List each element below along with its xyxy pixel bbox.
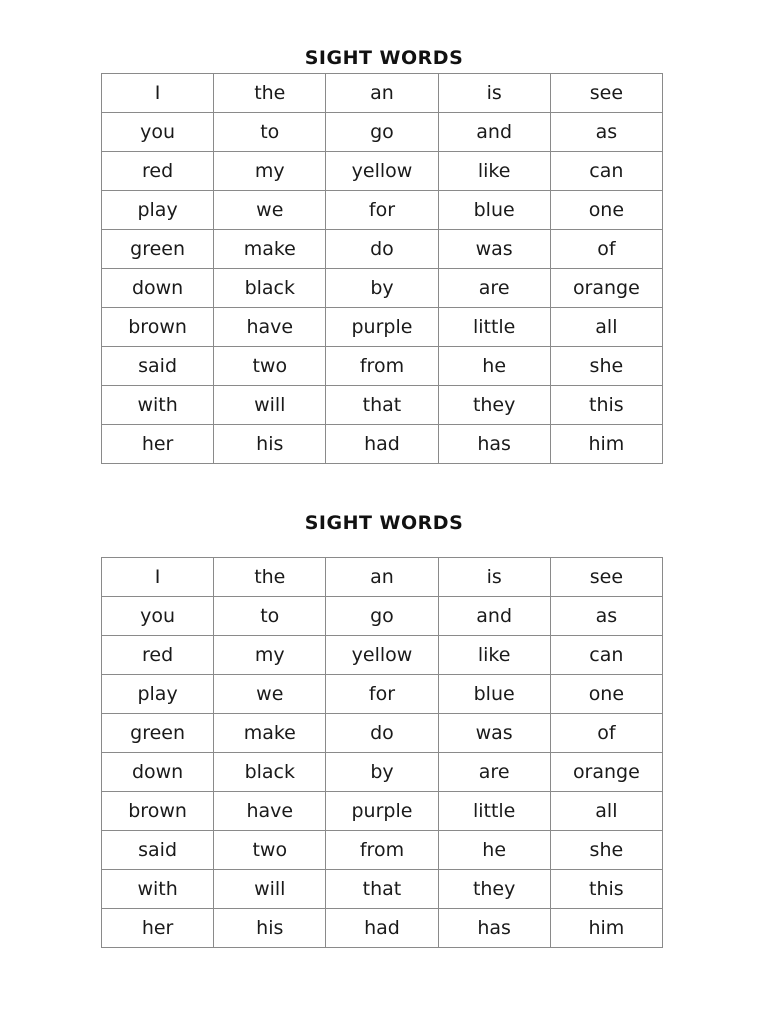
word-cell: have <box>214 792 326 831</box>
table-row <box>102 113 663 152</box>
word-cell: little <box>438 308 550 347</box>
word-cell: is <box>438 558 550 597</box>
sight-words-table <box>101 73 663 464</box>
sight-words-sheet-1 <box>0 44 768 455</box>
word-cell: she <box>550 831 662 870</box>
word-cell: the <box>214 74 326 113</box>
word-cell: all <box>550 308 662 347</box>
word-cell: him <box>550 909 662 948</box>
word-cell: one <box>550 675 662 714</box>
table-row <box>102 870 663 909</box>
word-cell: for <box>326 191 438 230</box>
word-cell: as <box>550 597 662 636</box>
word-cell: brown <box>102 308 214 347</box>
word-cell: an <box>326 74 438 113</box>
word-cell: she <box>550 347 662 386</box>
word-cell: can <box>550 152 662 191</box>
word-cell: an <box>326 558 438 597</box>
table-row <box>102 753 663 792</box>
word-cell: yellow <box>326 636 438 675</box>
word-cell: his <box>214 425 326 464</box>
word-cell: and <box>438 597 550 636</box>
word-cell: green <box>102 714 214 753</box>
word-cell: brown <box>102 792 214 831</box>
word-cell: of <box>550 230 662 269</box>
sheet-title: SIGHT WORDS <box>304 47 464 69</box>
table-row <box>102 636 663 675</box>
word-cell: can <box>550 636 662 675</box>
sight-words-sheet-2 <box>0 509 768 939</box>
word-cell: see <box>550 558 662 597</box>
word-cell: had <box>326 425 438 464</box>
word-cell: go <box>326 113 438 152</box>
word-cell: had <box>326 909 438 948</box>
word-cell: go <box>326 597 438 636</box>
word-cell: and <box>438 113 550 152</box>
table-row <box>102 792 663 831</box>
word-cell: play <box>102 675 214 714</box>
table-row <box>102 831 663 870</box>
table-row <box>102 909 663 948</box>
word-cell: he <box>438 831 550 870</box>
table-row <box>102 425 663 464</box>
table-row <box>102 386 663 425</box>
word-cell: her <box>102 909 214 948</box>
word-cell: to <box>214 597 326 636</box>
word-cell: like <box>438 636 550 675</box>
word-cell: orange <box>550 269 662 308</box>
word-cell: this <box>550 870 662 909</box>
word-cell: two <box>214 831 326 870</box>
word-cell: yellow <box>326 152 438 191</box>
table-row <box>102 74 663 113</box>
table-row <box>102 308 663 347</box>
word-cell: for <box>326 675 438 714</box>
word-cell: that <box>326 870 438 909</box>
word-cell: are <box>438 753 550 792</box>
word-cell: they <box>438 870 550 909</box>
word-cell: blue <box>438 191 550 230</box>
word-cell: you <box>102 597 214 636</box>
word-cell: black <box>214 269 326 308</box>
table-row <box>102 347 663 386</box>
word-cell: all <box>550 792 662 831</box>
word-cell: that <box>326 386 438 425</box>
word-cell: by <box>326 753 438 792</box>
table-row <box>102 152 663 191</box>
word-cell: purple <box>326 308 438 347</box>
word-cell: was <box>438 230 550 269</box>
word-cell: by <box>326 269 438 308</box>
word-cell: two <box>214 347 326 386</box>
table-row <box>102 675 663 714</box>
word-cell: we <box>214 191 326 230</box>
word-cell: blue <box>438 675 550 714</box>
word-cell: said <box>102 831 214 870</box>
word-cell: to <box>214 113 326 152</box>
word-cell: is <box>438 74 550 113</box>
sight-words-table <box>101 557 663 948</box>
word-cell: said <box>102 347 214 386</box>
word-cell: from <box>326 347 438 386</box>
word-cell: play <box>102 191 214 230</box>
word-cell: red <box>102 636 214 675</box>
word-cell: I <box>102 74 214 113</box>
word-cell: my <box>214 152 326 191</box>
word-cell: like <box>438 152 550 191</box>
word-cell: purple <box>326 792 438 831</box>
word-cell: his <box>214 909 326 948</box>
table-row <box>102 558 663 597</box>
word-cell: the <box>214 558 326 597</box>
word-cell: they <box>438 386 550 425</box>
word-cell: I <box>102 558 214 597</box>
word-cell: we <box>214 675 326 714</box>
word-cell: make <box>214 230 326 269</box>
word-cell: this <box>550 386 662 425</box>
table-row <box>102 191 663 230</box>
word-cell: from <box>326 831 438 870</box>
word-cell: one <box>550 191 662 230</box>
word-cell: you <box>102 113 214 152</box>
word-cell: was <box>438 714 550 753</box>
word-cell: has <box>438 425 550 464</box>
word-cell: see <box>550 74 662 113</box>
word-cell: as <box>550 113 662 152</box>
word-cell: red <box>102 152 214 191</box>
word-cell: are <box>438 269 550 308</box>
word-cell: do <box>326 230 438 269</box>
word-cell: little <box>438 792 550 831</box>
sheet-title: SIGHT WORDS <box>304 512 464 534</box>
word-cell: has <box>438 909 550 948</box>
word-cell: him <box>550 425 662 464</box>
word-cell: will <box>214 386 326 425</box>
table-row <box>102 597 663 636</box>
word-cell: have <box>214 308 326 347</box>
word-cell: will <box>214 870 326 909</box>
word-cell: down <box>102 753 214 792</box>
table-row <box>102 230 663 269</box>
word-cell: black <box>214 753 326 792</box>
table-row <box>102 269 663 308</box>
word-cell: do <box>326 714 438 753</box>
word-cell: he <box>438 347 550 386</box>
word-cell: her <box>102 425 214 464</box>
word-cell: my <box>214 636 326 675</box>
word-cell: down <box>102 269 214 308</box>
word-cell: orange <box>550 753 662 792</box>
word-cell: green <box>102 230 214 269</box>
word-cell: with <box>102 386 214 425</box>
word-cell: make <box>214 714 326 753</box>
table-row <box>102 714 663 753</box>
word-cell: of <box>550 714 662 753</box>
word-cell: with <box>102 870 214 909</box>
